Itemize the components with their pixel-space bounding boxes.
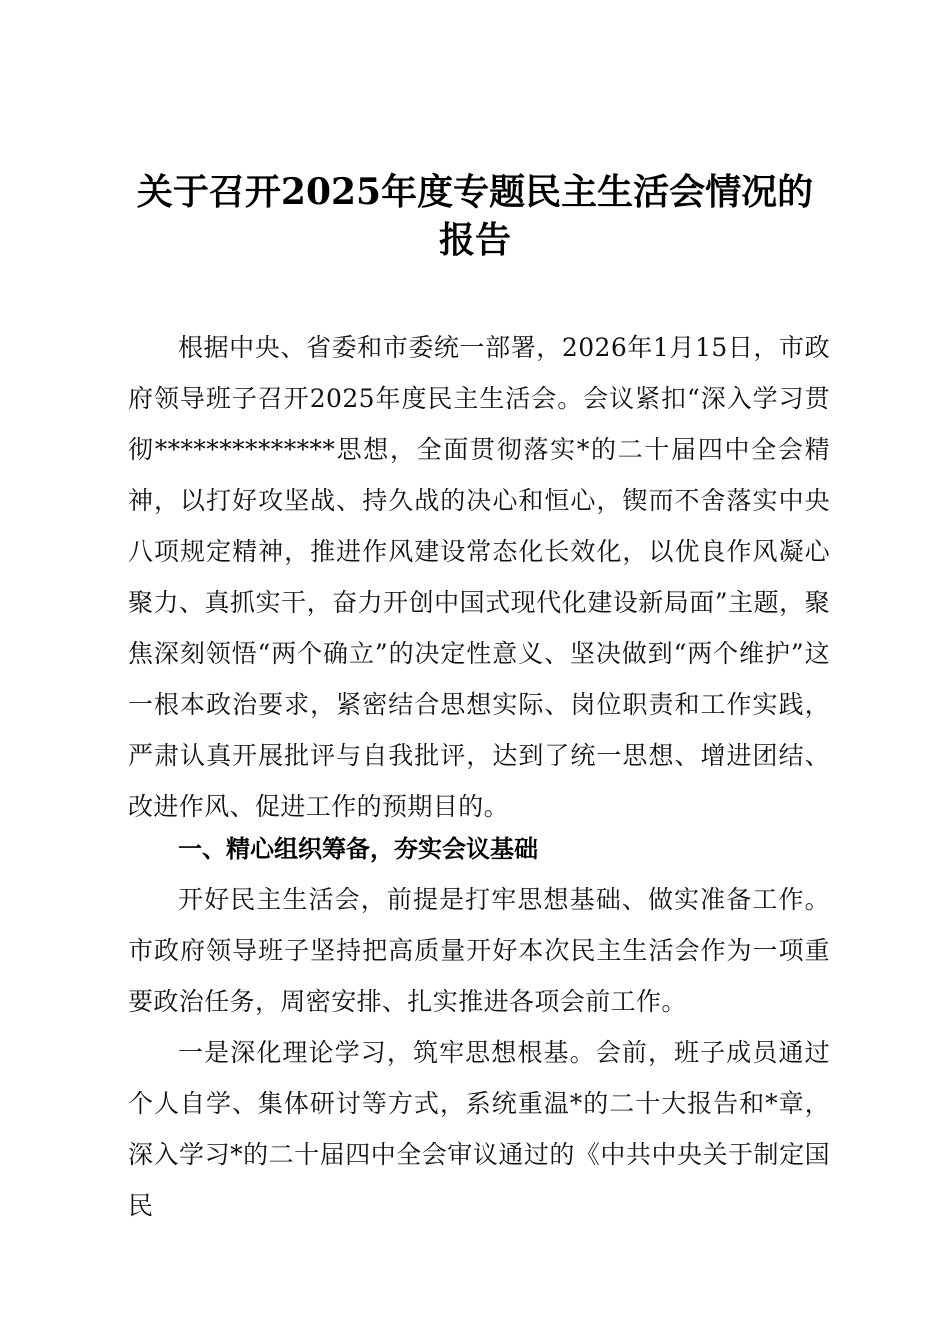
section-1-heading: 一、精心组织筹备，夯实会议基础: [178, 835, 538, 863]
document-title-line-2: 报告: [438, 219, 511, 261]
section-1-paragraph-2: 一是深化理论学习，筑牢思想根基。会前，班子成员通过个人自学、集体研讨等方式，系统重温*的二十大报告和*章，深入学习*的二十届四中全会审议通过的《中共中央关于制定国民: [128, 1038, 830, 1220]
document-title-line-1: 关于召开2025年度专题民主生活会情况的: [136, 171, 814, 213]
intro-paragraph: 根据中央、省委和市委统一部署，2026年1月15日，市政府领导班子召开2025年度民主生活会。会议紧扣“深入学习贯彻**************思想，全面贯彻落实*的二十届四中全会精神，以打好攻坚战、持久战的决心和恒心，锲而不舍落实中央八项规定精神，推进作风建设常态化长效化，以优良作风凝心聚力、真抓实干，奋力开创中国式现代化建设新局面”主题，聚焦深刻领悟“两个确立”的决定性意义、坚决做到“两个维护”这一根本政治要求，紧密结合思想实际、岗位职责和工作实践，严肃认真开展批评与自我批评，达到了统一思想、增进团结、改进作风、促进工作的预期目的。: [128, 333, 830, 821]
section-1-paragraph-1: 开好民主生活会，前提是打牢思想基础、做实准备工作。市政府领导班子坚持把高质量开好本次民主生活会作为一项重要政治任务，周密安排、扎实推进各项会前工作。: [128, 885, 830, 1016]
